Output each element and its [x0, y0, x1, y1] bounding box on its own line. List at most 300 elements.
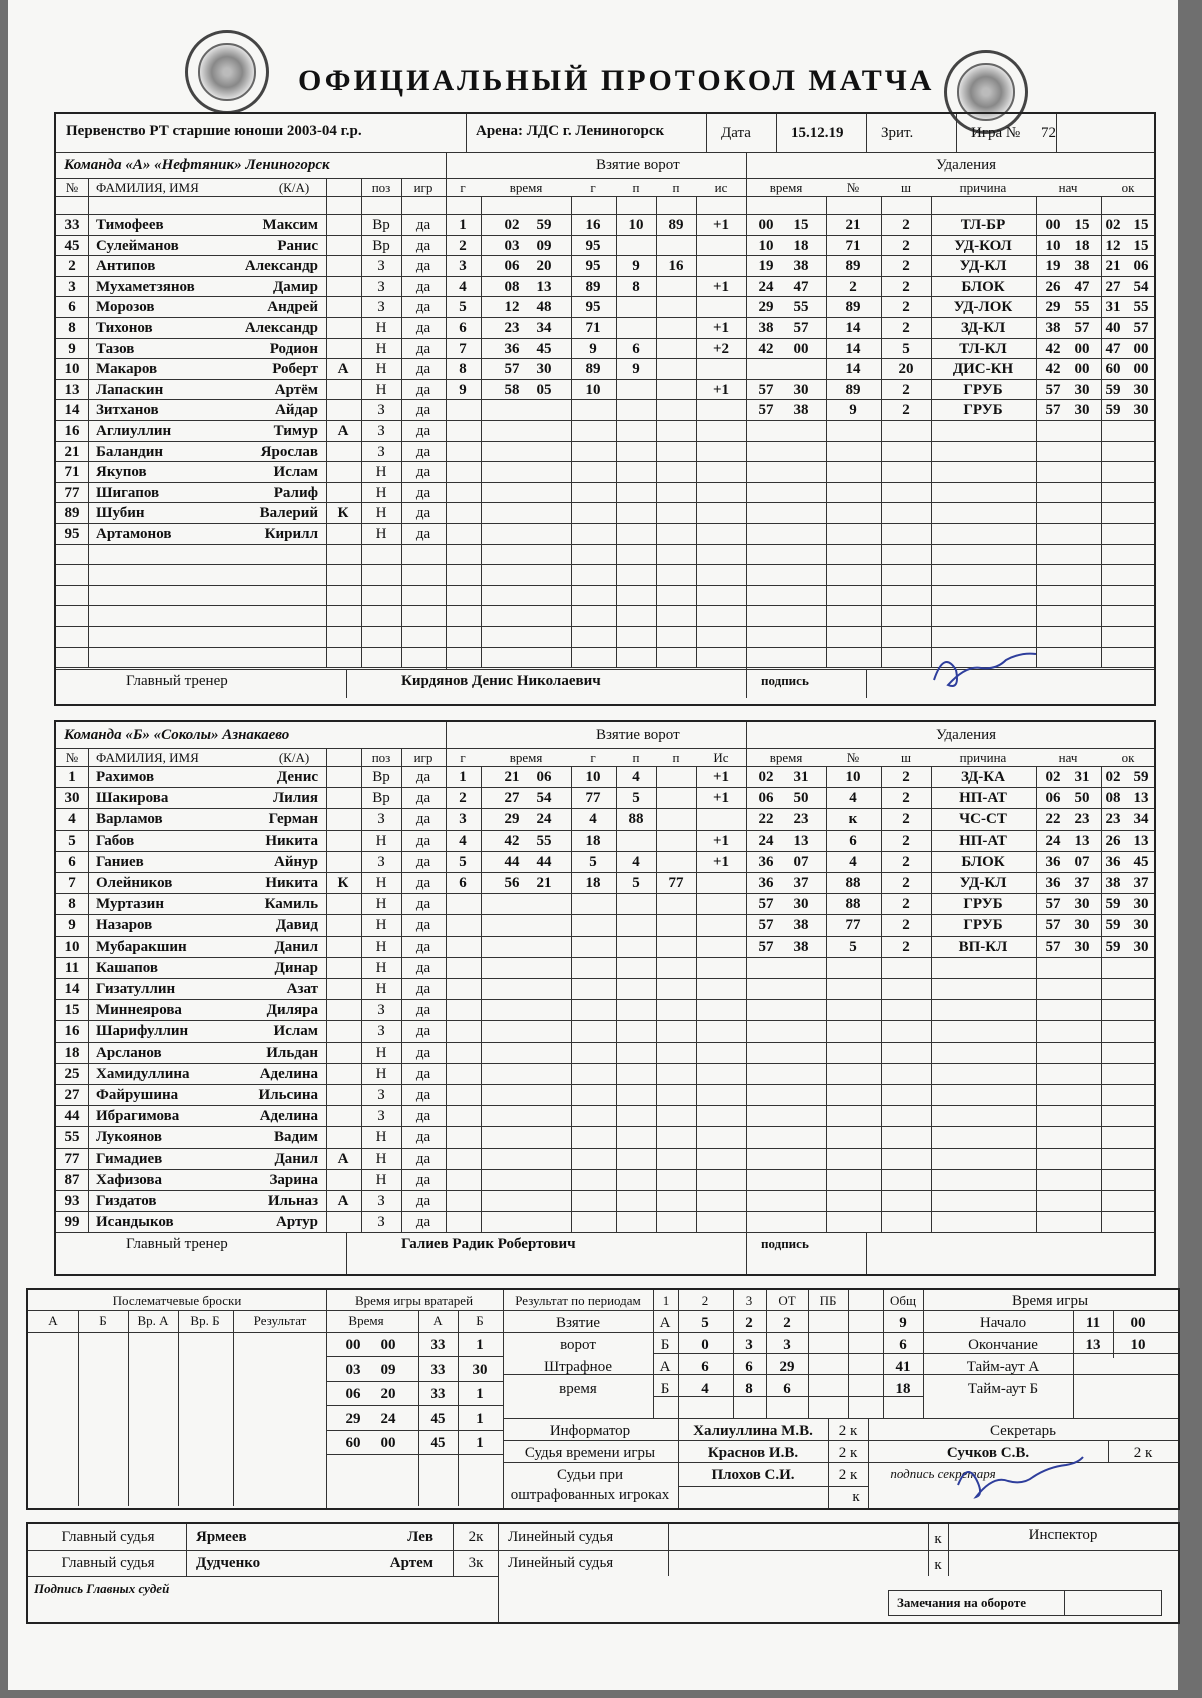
player-first-name: Ралиф: [273, 484, 318, 501]
penalty-end-min: 38: [1105, 875, 1121, 891]
goal-second: 34: [536, 320, 552, 336]
grid-line: [828, 1418, 829, 1508]
player-first-name: Данил: [274, 938, 318, 955]
goal-second: 24: [536, 811, 552, 828]
penalty-reason: УД-КЛ: [959, 258, 1007, 275]
player-last-name: Назаров: [96, 917, 153, 934]
goal-strength: +1: [712, 320, 730, 336]
goal-assist1: 4: [632, 853, 640, 870]
penalty-start-sec: 15: [1074, 217, 1090, 233]
grid-line: [503, 1332, 923, 1333]
penalty-minute: 29: [758, 299, 774, 316]
player-played: да: [415, 1129, 431, 1146]
penalty-minute: 19: [758, 258, 774, 275]
penalty-reason: УД-КОЛ: [954, 237, 1012, 254]
player-number: 93: [64, 1193, 80, 1209]
goalie-second: 00: [380, 1435, 396, 1451]
goal-assist1: 10: [628, 217, 644, 233]
grid-line: [56, 276, 1154, 277]
coach-signature-label: подпись: [761, 1236, 809, 1251]
player-number: 15: [64, 1002, 80, 1019]
goal-strength: +2: [712, 340, 730, 357]
inspector-label: Инспектор: [1028, 1527, 1098, 1543]
penalty-end-min: 59: [1105, 896, 1121, 913]
player-first-name: Максим: [262, 217, 318, 233]
ref2-label: Главный судья: [61, 1555, 155, 1571]
grid-line: [1113, 1310, 1114, 1358]
goal-number: 4: [459, 832, 467, 849]
penalty-player: 10: [845, 769, 861, 785]
grid-line: [503, 1440, 1178, 1441]
grid-line: [56, 1084, 1154, 1085]
penalty-start-sec: 00: [1074, 361, 1090, 378]
penalty-start-sec: 07: [1074, 853, 1090, 870]
player-role: А: [337, 1150, 349, 1167]
informer-name: Халиуллина М.В.: [693, 1423, 813, 1439]
player-last-name: Хамидуллина: [96, 1065, 190, 1082]
penalty-second: 18: [793, 237, 809, 254]
penalty-reason: НП-АТ: [959, 832, 1007, 849]
grid-line: [56, 936, 1154, 937]
goal-number: 1: [459, 217, 467, 233]
player-position: Н: [375, 340, 387, 357]
penalty-start-min: 06: [1045, 790, 1061, 807]
player-last-name: Морозов: [96, 299, 155, 316]
grid-line: [1073, 1310, 1074, 1418]
player-first-name: Артём: [274, 381, 318, 398]
player-played: да: [415, 1023, 431, 1040]
penalty-reason: ВП-КЛ: [958, 938, 1008, 955]
penalty-start-min: 26: [1045, 278, 1061, 295]
grid-line: [56, 441, 1154, 442]
penalty-start-min: 00: [1045, 217, 1061, 233]
player-position: Н: [375, 505, 387, 522]
end-label: Окончание: [968, 1337, 1038, 1353]
penalty-second: 30: [793, 381, 809, 398]
penalty-start-sec: 57: [1074, 320, 1090, 336]
player-first-name: Дамир: [272, 278, 318, 295]
goal-second: 54: [536, 790, 552, 807]
penalty-end-min: 36: [1105, 853, 1121, 870]
goal-minute: 08: [504, 278, 520, 295]
period-value: 2: [745, 1315, 753, 1331]
penalty-player: 71: [845, 237, 861, 254]
goals-label: Взятие: [555, 1315, 601, 1331]
grid-line: [56, 317, 1154, 318]
penalty-end-sec: 54: [1133, 278, 1149, 295]
player-first-name: Тимур: [273, 423, 318, 439]
player-played: да: [415, 853, 431, 870]
goal-minute: 57: [504, 361, 520, 378]
col-ka: (К/А): [278, 750, 310, 765]
player-number: 89: [64, 505, 80, 522]
period-value: 4: [701, 1381, 709, 1397]
penalty-second: 23: [793, 811, 809, 828]
player-last-name: Шакирова: [96, 790, 169, 807]
grid-line: [56, 461, 1154, 462]
penalty-minutes: 2: [902, 917, 910, 934]
grid-line: [401, 178, 402, 667]
grid-line: [56, 420, 1154, 421]
player-last-name: Зитханов: [96, 402, 159, 419]
penalty-start-sec: 30: [1074, 381, 1090, 398]
penalty-start-sec: 31: [1074, 769, 1090, 785]
player-position: Н: [375, 896, 387, 913]
penalty-player: 77: [845, 917, 861, 934]
player-position: Н: [375, 917, 387, 934]
player-position: Н: [375, 381, 387, 398]
goalie-a: 45: [430, 1435, 446, 1451]
grid-line: [56, 851, 1154, 852]
col-pen-time: время: [769, 180, 803, 195]
player-position: Н: [375, 320, 387, 336]
goal-scorer: 18: [585, 875, 601, 891]
grid-line: [326, 748, 327, 1232]
grid-line: [56, 338, 1154, 339]
goal-number: 5: [459, 299, 467, 316]
penalty-reason: ТЛ-КЛ: [959, 340, 1007, 357]
goalie-col-b: Б: [476, 1313, 484, 1328]
player-last-name: Тимофеев: [96, 217, 164, 233]
player-last-name: Олейников: [96, 875, 173, 891]
penalty-second: 15: [793, 217, 809, 233]
grid-line: [776, 114, 777, 152]
goals-label-2: ворот: [560, 1337, 596, 1353]
period-value: 8: [745, 1381, 753, 1397]
grid-line: [326, 1454, 503, 1455]
grid-line: [326, 1356, 503, 1357]
player-position: Н: [375, 959, 387, 976]
goal-minute: 36: [504, 340, 520, 357]
player-played: да: [415, 790, 431, 807]
penalty-end-min: 21: [1105, 258, 1121, 275]
player-role: А: [337, 1193, 349, 1209]
penalty-minutes: 2: [902, 832, 910, 849]
goal-minute: 21: [504, 769, 520, 785]
col-assist2: п: [672, 750, 680, 765]
penalty-player: 5: [849, 938, 857, 955]
grid-line: [88, 748, 89, 1232]
goalie-second: 24: [380, 1410, 396, 1427]
player-played: да: [415, 526, 431, 542]
grid-line: [56, 605, 1154, 606]
grid-line: [56, 482, 1154, 483]
penalty-player: 14: [845, 320, 861, 336]
penalty-start-sec: 23: [1074, 811, 1090, 828]
grid-line: [956, 114, 957, 152]
penalty-player: 6: [849, 832, 857, 849]
col-goal-no: г: [460, 180, 466, 195]
period-col: 3: [745, 1293, 753, 1308]
col-pen-time: время: [769, 750, 803, 765]
player-last-name: Ганиев: [96, 853, 144, 870]
goal-number: 3: [459, 258, 467, 275]
grid-line: [28, 1550, 498, 1551]
team-a-grid: [56, 152, 1154, 702]
penalty-minute: 00: [758, 217, 774, 233]
penalty-end-sec: 30: [1133, 381, 1149, 398]
grid-line: [56, 787, 1154, 788]
goalie-b: 30: [472, 1361, 488, 1378]
penalty-player: к: [848, 811, 858, 828]
goal-scorer: 95: [585, 258, 601, 275]
player-played: да: [415, 938, 431, 955]
grid-line: [56, 1042, 1154, 1043]
grid-line: [1108, 1440, 1109, 1462]
row-a: А: [659, 1359, 671, 1375]
penalty-second: 13: [793, 832, 809, 849]
goal-number: 5: [459, 853, 467, 870]
linesman1-label: Линейный судья: [508, 1529, 614, 1545]
player-last-name: Антипов: [96, 258, 156, 275]
penalty-start-sec: 00: [1074, 340, 1090, 357]
penalty-end-min: 02: [1105, 217, 1121, 233]
penalty-end-sec: 13: [1133, 790, 1149, 807]
player-last-name: Артамонов: [96, 526, 172, 542]
grid-line: [446, 152, 447, 669]
goal-assist2: 77: [668, 875, 684, 891]
penalty-time-label-2: время: [559, 1381, 597, 1397]
grid-line: [56, 1169, 1154, 1170]
grid-line: [326, 178, 327, 667]
end-hour: 13: [1085, 1337, 1101, 1353]
page-title: ОФИЦИАЛЬНЫЙ ПРОТОКОЛ МАТЧА: [298, 64, 935, 97]
penalty-end-sec: 59: [1133, 769, 1149, 785]
goal-number: 1: [459, 769, 467, 785]
grid-line: [56, 1190, 1154, 1191]
goal-second: 48: [536, 299, 552, 316]
player-number: 5: [68, 832, 76, 849]
grid-line: [326, 1430, 503, 1431]
player-played: да: [415, 981, 431, 997]
player-last-name: Хафизова: [96, 1171, 163, 1188]
player-number: 21: [64, 443, 80, 460]
penalty-start-sec: 30: [1074, 917, 1090, 934]
goal-strength: +1: [712, 853, 730, 870]
goal-number: 7: [459, 340, 467, 357]
player-last-name: Сулейманов: [96, 237, 179, 254]
penalty-player: 89: [845, 299, 861, 316]
head-coach-label: Главный тренер: [126, 1236, 228, 1252]
player-position: З: [377, 811, 385, 828]
goal-assist1: 8: [632, 278, 640, 295]
player-played: да: [415, 484, 431, 501]
penalty-end-sec: 30: [1133, 896, 1149, 913]
player-first-name: Камиль: [264, 896, 318, 913]
team-b-section: [54, 720, 1156, 1276]
penalty-minutes: 2: [902, 278, 910, 295]
goal-minute: 06: [504, 258, 520, 275]
team-title: Команда «А» «Нефтяник» Лениногорск: [64, 157, 330, 173]
ref2-cat: 3к: [468, 1555, 484, 1571]
player-last-name: Гиздатов: [96, 1193, 157, 1209]
penalty-reason: ГРУБ: [963, 917, 1003, 934]
player-number: 11: [64, 959, 80, 976]
player-played: да: [415, 1171, 431, 1188]
goal-second: 59: [536, 217, 552, 233]
penalty-minutes: 2: [902, 402, 910, 419]
period-col: ПБ: [819, 1293, 837, 1308]
col-scorer: г: [590, 750, 596, 765]
grid-line: [56, 564, 1154, 565]
goal-strength: +1: [712, 769, 730, 785]
player-number: 14: [64, 402, 80, 419]
goalie-b: 1: [476, 1337, 484, 1353]
period-value: 2: [783, 1315, 791, 1331]
player-played: да: [415, 959, 431, 976]
grid-line: [866, 114, 867, 152]
grid-line: [923, 1332, 1178, 1333]
penalty-second: 30: [793, 896, 809, 913]
player-played: да: [415, 258, 431, 275]
col-scorer: г: [590, 180, 596, 195]
grid-line: [458, 1310, 459, 1506]
spectators-label: Зрит.: [881, 125, 914, 141]
player-position: З: [377, 1108, 385, 1125]
grid-line: [498, 1576, 499, 1622]
period-value: 6: [783, 1381, 791, 1397]
goal-strength: +1: [712, 217, 730, 233]
player-first-name: Валерий: [259, 505, 318, 522]
penalty-end-sec: 45: [1133, 853, 1149, 870]
player-played: да: [415, 464, 431, 481]
penalty-reason: ГРУБ: [963, 381, 1003, 398]
penalty-minutes: 2: [902, 258, 910, 275]
player-played: да: [415, 320, 431, 336]
grid-line: [56, 1105, 1154, 1106]
player-first-name: Ярослав: [260, 443, 318, 460]
player-number: 3: [68, 278, 76, 295]
arena-name: Арена: ЛДС г. Лениногорск: [476, 123, 665, 139]
grid-line: [128, 1310, 129, 1506]
grid-line: [503, 1290, 504, 1508]
penalty-minutes: 2: [902, 896, 910, 913]
penalty-start-min: 02: [1045, 769, 1061, 785]
grid-line: [326, 1381, 503, 1382]
shootout-col: Результат: [253, 1313, 307, 1328]
team-a-section: [54, 112, 1156, 706]
game-time-title: Время игры: [1011, 1293, 1089, 1309]
goal-assist1: 5: [632, 790, 640, 807]
player-played: да: [415, 1214, 431, 1231]
player-number: 30: [64, 790, 80, 807]
coach-signature-icon: [926, 640, 1046, 700]
player-last-name: Ибрагимова: [96, 1108, 180, 1125]
player-position: З: [377, 1002, 385, 1019]
goals-header: Взятие ворот: [596, 157, 680, 173]
col-reason: причина: [959, 180, 1007, 195]
player-played: да: [415, 299, 431, 316]
timekeeper-label: Судья времени игры: [524, 1445, 656, 1461]
col-assist1: п: [632, 750, 640, 765]
goal-minute: 02: [504, 217, 520, 233]
grid-line: [56, 1148, 1154, 1149]
remarks-label: Замечания на обороте: [897, 1595, 1027, 1610]
goalie-minute: 03: [345, 1361, 361, 1378]
col-ka: (К/А): [278, 180, 310, 195]
player-last-name: Лукоянов: [96, 1129, 162, 1146]
player-position: Н: [375, 1129, 387, 1146]
goal-second: 21: [536, 875, 552, 891]
row-b: Б: [660, 1381, 670, 1397]
player-last-name: Кашапов: [96, 959, 159, 976]
goal-second: 55: [536, 832, 552, 849]
grid-line: [446, 722, 447, 1232]
grid-line: [923, 1310, 1178, 1311]
grid-line: [56, 379, 1154, 380]
start-hour: 11: [1085, 1315, 1101, 1331]
player-number: 16: [64, 1023, 80, 1040]
player-number: 6: [68, 853, 76, 870]
penalty-second: 38: [793, 258, 809, 275]
goalie-second: 20: [380, 1386, 396, 1402]
player-position: Вр: [372, 217, 390, 233]
player-first-name: Александр: [244, 258, 318, 275]
period-value: 0: [701, 1337, 709, 1353]
goal-minute: 42: [504, 832, 520, 849]
player-first-name: Никита: [265, 832, 318, 849]
player-number: 44: [64, 1108, 80, 1125]
col-reason: причина: [959, 750, 1007, 765]
goal-scorer: 16: [585, 217, 601, 233]
penalty-player: 88: [845, 875, 861, 891]
penalty-end-min: 47: [1105, 340, 1121, 357]
goal-second: 13: [536, 278, 552, 295]
player-role: К: [337, 505, 349, 522]
grid-line: [56, 585, 1154, 586]
player-position: З: [377, 853, 385, 870]
col-no: №: [65, 750, 79, 765]
date-label: Дата: [721, 125, 751, 141]
timeout-b-label: Тайм-аут Б: [967, 1381, 1039, 1397]
penalty-minutes: 2: [902, 299, 910, 316]
informer-cat: 2 к: [838, 1423, 858, 1439]
penalty-player: 21: [845, 217, 861, 233]
penalty-end-min: 27: [1105, 278, 1121, 295]
period-col: ОТ: [778, 1293, 796, 1308]
player-first-name: Данил: [274, 1150, 318, 1167]
remarks-box: [888, 1590, 1162, 1616]
penalty-end-sec: 15: [1133, 237, 1149, 254]
penalty-second: 37: [793, 875, 809, 891]
player-played: да: [415, 402, 431, 419]
col-goal-time: время: [509, 750, 543, 765]
player-last-name: Арсланов: [96, 1044, 162, 1061]
player-first-name: Артур: [276, 1214, 318, 1231]
player-position: З: [377, 423, 385, 439]
penalty-minutes: 5: [902, 340, 910, 357]
penalty-minute: 57: [758, 917, 774, 934]
penalty-end-sec: 15: [1133, 217, 1149, 233]
penalty-minutes: 2: [902, 769, 910, 785]
col-goal-time: время: [509, 180, 543, 195]
penalty-player: 2: [849, 278, 857, 295]
grid-line: [616, 196, 617, 667]
penalty-second: 55: [793, 299, 809, 316]
player-played: да: [415, 832, 431, 849]
goal-scorer: 5: [589, 853, 597, 870]
grid-line: [498, 1550, 1178, 1551]
col-pen-min: ш: [900, 750, 911, 765]
grid-line: [56, 1063, 1154, 1064]
player-played: да: [415, 811, 431, 828]
col-pos: поз: [371, 180, 391, 195]
penalty-second: 38: [793, 917, 809, 934]
player-number: 33: [64, 217, 80, 233]
penalties-header: Удаления: [936, 157, 997, 173]
player-number: 25: [64, 1065, 80, 1082]
player-number: 45: [64, 237, 80, 254]
